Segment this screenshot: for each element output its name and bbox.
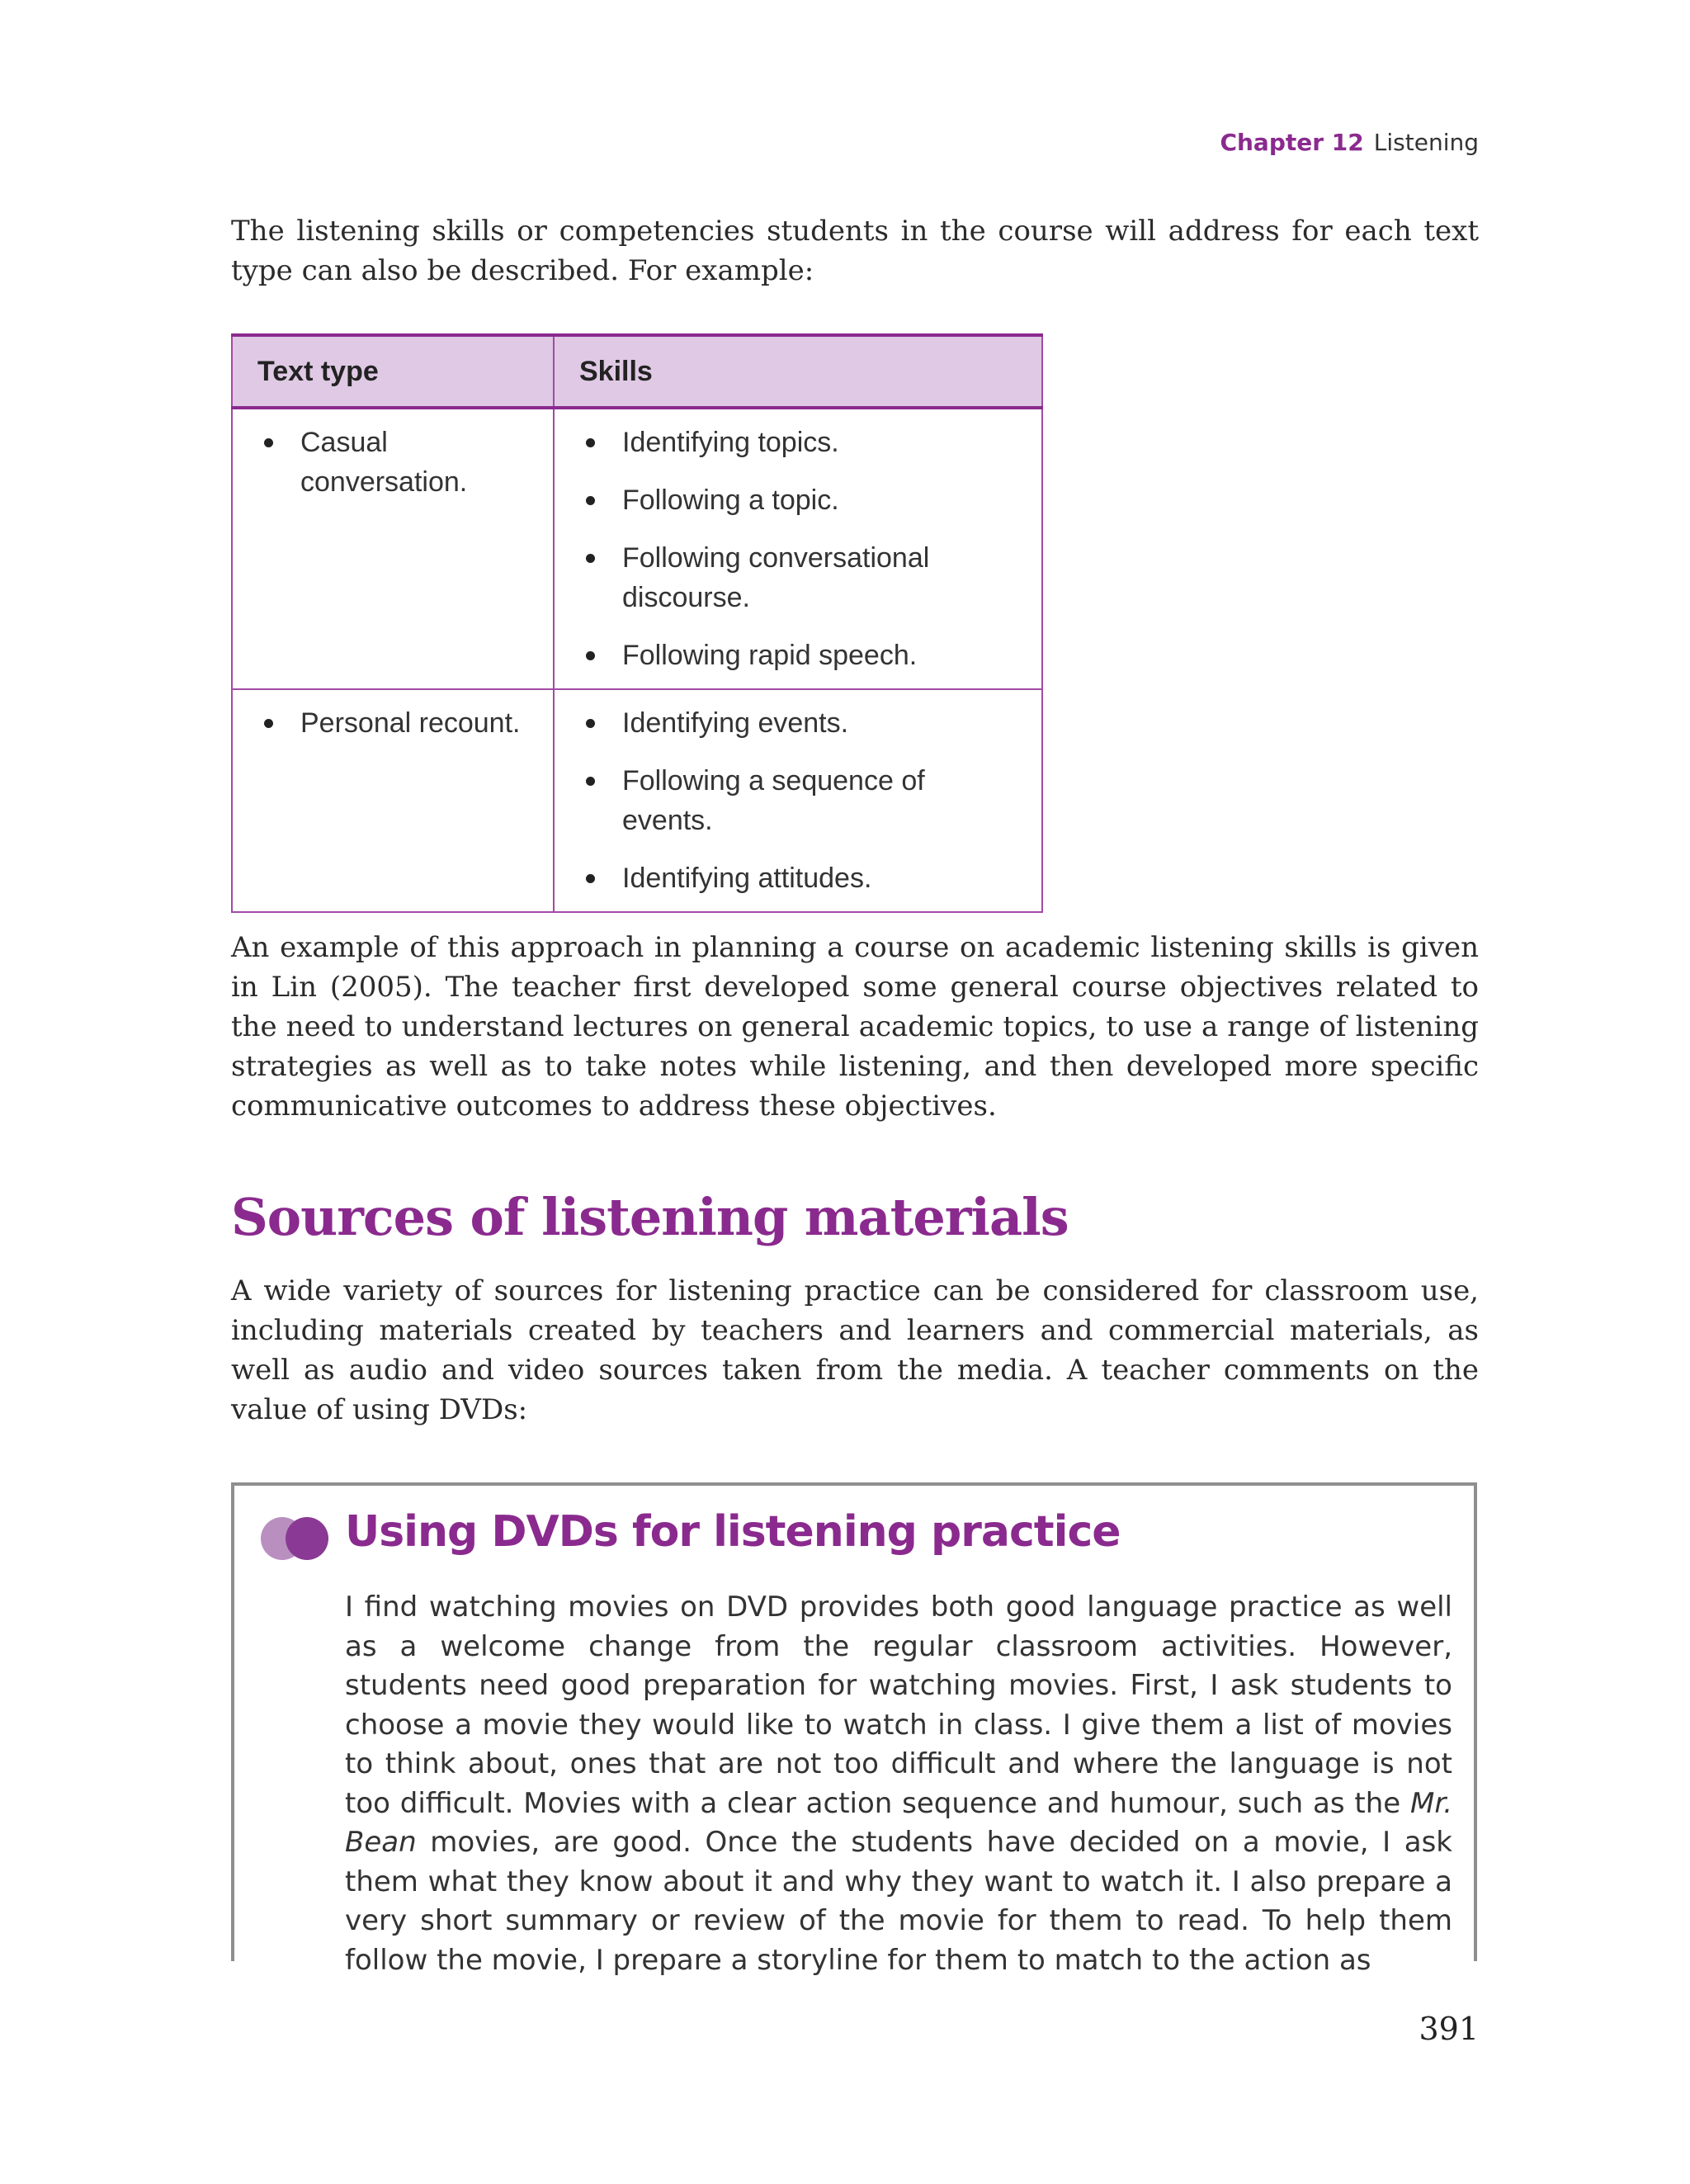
table-row — [232, 408, 1042, 689]
body-paragraph: A wide variety of sources for listening practice can be considered for classroom use, including materials created by teachers and learners and commercial materials, as well as audio and video sources taken from the media. A teacher comments on the value of using DVDs: — [231, 1274, 1479, 1426]
list-item: Following rapid speech. — [579, 636, 1017, 675]
list-item: Following a sequence of events. — [579, 761, 1017, 840]
list-item: Following conversational discourse. — [579, 538, 1017, 617]
box-title: Using DVDs for listening practice — [345, 1507, 1121, 1557]
movie-title: Mr. Bean — [345, 1786, 1452, 1859]
box-text — [345, 1588, 1452, 1980]
table-header-row — [232, 335, 1042, 408]
list-item: Following a topic. — [579, 480, 1017, 520]
table-cell-text-type — [232, 689, 554, 912]
chapter-title: Listening — [1373, 129, 1479, 156]
intro-paragraph: The listening skills or competencies students in the course will address for each text type can also be described. For example: — [231, 215, 1479, 287]
table-cell-skills — [554, 408, 1042, 689]
page-number: 391 — [1419, 2011, 1479, 2047]
teacher-comment-box — [231, 1482, 1477, 1977]
list-item: Identifying attitudes. — [579, 858, 1017, 898]
header-skills: Skills — [554, 335, 1042, 408]
box-text-part: I find watching movies on DVD provides both good language practice as well as a welcome change from the regular classroom activities. However, students need good preparation for watching movies. First, I ask students to choose a movie they would like to watch in class. I give them a list of movies to think about, ones that are not too difficult and where the language is not too difficult. Movies with a clear action sequence and humour, such as the — [345, 1591, 1452, 1820]
box-text-part: movies, are good. Once the students have decided on a movie, I ask them what they know about it and why they want to watch it. I also prepare a very short summary or review of the movie for them to read. To help them follow the movie, I prepare a storyline for them to match to the action as — [345, 1826, 1452, 1977]
list-item: Personal recount. — [257, 703, 528, 743]
list-item: Casual conversation. — [257, 423, 528, 502]
table-cell-skills — [554, 689, 1042, 912]
list-item: Identifying events. — [579, 703, 1017, 743]
header-text-type: Text type — [232, 335, 554, 408]
icon-circle-dark — [286, 1517, 328, 1560]
body-paragraph: An example of this approach in planning a course on academic listening skills is given in Lin (2005). The teacher first developed some general course objectives related to the need to understand lectures on general academic topics, to use a range of listening strategies as well as to take notes while listening, and then developed more specific communicative outcomes to address these objectives. — [231, 931, 1479, 1123]
table-row — [232, 689, 1042, 912]
chapter-label: Chapter 12 — [1220, 129, 1364, 156]
list-item: Identifying topics. — [579, 423, 1017, 462]
double-circle-icon — [259, 1515, 330, 1562]
section-heading: Sources of listening materials — [231, 1187, 1069, 1247]
running-head — [1220, 129, 1479, 156]
skills-table — [231, 333, 1043, 913]
table-cell-text-type — [232, 408, 554, 689]
